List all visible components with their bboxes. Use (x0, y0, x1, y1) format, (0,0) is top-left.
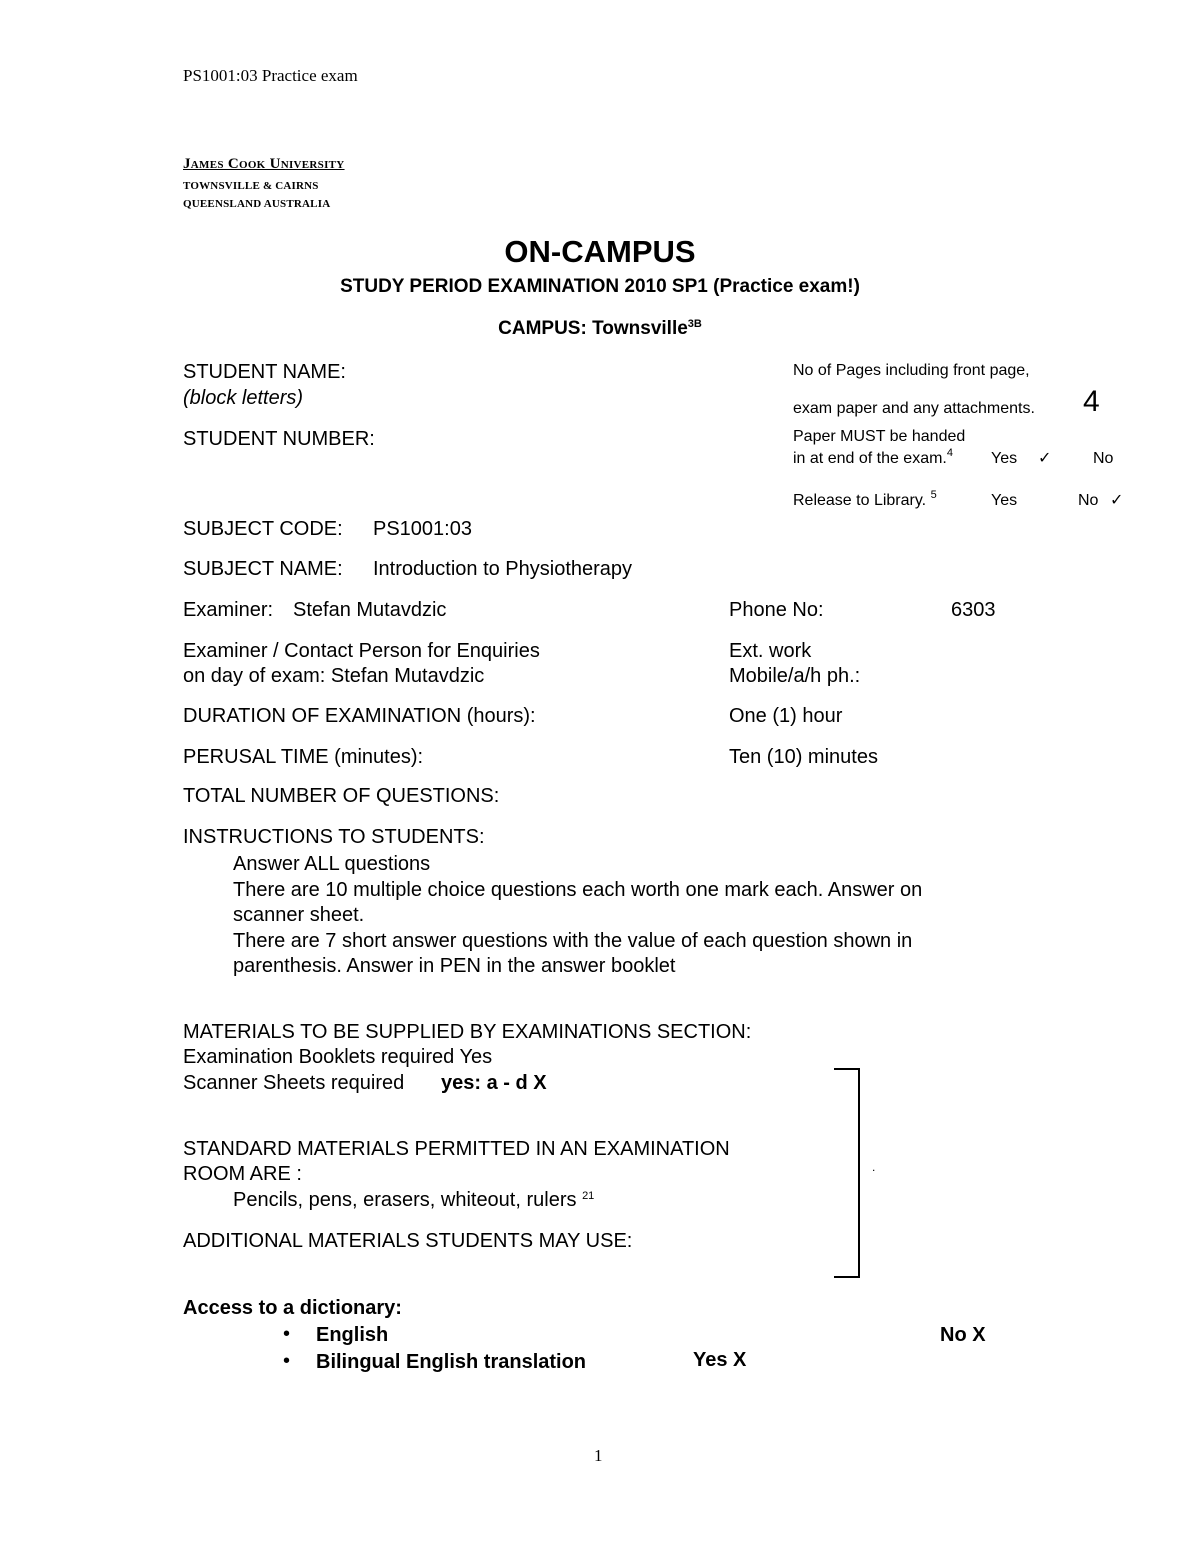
dictionary-answer-bilingual: Yes X (693, 1349, 747, 1371)
ext-work-label: Ext. work (729, 640, 812, 662)
page-number: 1 (594, 1446, 603, 1465)
bullet-icon: • (283, 1323, 291, 1345)
contact-person-label-1: Examiner / Contact Person for Enquiries (183, 640, 540, 662)
university-name: James Cook University (183, 156, 345, 172)
pages-count: 4 (1083, 385, 1100, 418)
page-title: ON-CAMPUS (504, 234, 696, 269)
duration-value: One (1) hour (729, 705, 843, 727)
instruction-line: parenthesis. Answer in PEN in the answer booklet (233, 955, 676, 977)
pages-label-1: No of Pages including front page, (793, 362, 1030, 379)
campus-footnote: 3B (687, 318, 702, 330)
running-header: PS1001:03 Practice exam (183, 66, 358, 85)
perusal-value: Ten (10) minutes (729, 746, 878, 768)
examiner-name: Stefan Mutavdzic (293, 599, 447, 621)
hand-in-yes-check-icon: ✓ (1038, 450, 1052, 467)
university-location-1: TOWNSVILLE & CAIRNS (183, 180, 319, 192)
exam-subtitle: STUDY PERIOD EXAMINATION 2010 SP1 (Practice exam!) (340, 276, 860, 297)
contact-person-label-2: on day of exam: Stefan Mutavdzic (183, 665, 485, 687)
library-yes: Yes (991, 492, 1018, 509)
library-no: No (1078, 492, 1099, 509)
standard-materials-label-2: ROOM ARE : (183, 1163, 302, 1185)
instruction-line: Answer ALL questions (233, 853, 431, 875)
hand-in-footnote: 4 (946, 447, 953, 459)
student-number-label: STUDENT NUMBER: (183, 428, 375, 450)
scanner-sheets-label: Scanner Sheets required (183, 1072, 405, 1094)
booklets-required: Examination Booklets required Yes (183, 1046, 493, 1068)
mobile-label: Mobile/a/h ph.: (729, 665, 861, 687)
instruction-line: There are 7 short answer questions with the value of each question shown in (233, 930, 913, 952)
standard-materials-items: Pencils, pens, erasers, whiteout, rulers $^{21}$ (233, 1189, 595, 1211)
examiner-label: Examiner: (183, 599, 274, 621)
total-questions-label: TOTAL NUMBER OF QUESTIONS: (183, 785, 500, 807)
campus-line: CAMPUS: Townsville$^{3B}$ (498, 318, 702, 339)
hand-in-label-1: Paper MUST be handed (793, 428, 966, 445)
scanner-sheets-value: yes: a - d X (441, 1072, 547, 1094)
hand-in-no: No (1093, 450, 1114, 467)
student-name-label: STUDENT NAME: (183, 361, 346, 383)
hand-in-yes: Yes (991, 450, 1018, 467)
library-label: Release to Library. $^5$ (793, 489, 937, 509)
materials-bracket (834, 1068, 860, 1278)
duration-label: DURATION OF EXAMINATION (hours): (183, 705, 536, 727)
materials-label: MATERIALS TO BE SUPPLIED BY EXAMINATIONS SECTION: (183, 1021, 752, 1043)
instruction-line: scanner sheet. (233, 904, 365, 926)
hand-in-label-2: in at end of the exam.$^4$ (793, 447, 953, 467)
library-footnote: 5 (930, 489, 937, 501)
phone-label: Phone No: (729, 599, 824, 621)
dictionary-answer-english: No X (940, 1324, 986, 1346)
standard-materials-label-1: STANDARD MATERIALS PERMITTED IN AN EXAMINATION (183, 1138, 730, 1160)
subject-code-label: SUBJECT CODE: (183, 518, 343, 540)
pages-label-2: exam paper and any attachments. (793, 400, 1035, 417)
dictionary-item-english: English (316, 1324, 389, 1346)
library-no-check-icon: ✓ (1110, 492, 1124, 509)
perusal-label: PERUSAL TIME (minutes): (183, 746, 424, 768)
standard-materials-footnote: 21 (582, 1190, 595, 1202)
dictionary-label: Access to a dictionary: (183, 1297, 402, 1319)
student-name-hint: (block letters) (183, 387, 304, 409)
bracket-dot: . (872, 1160, 876, 1174)
phone-number: 6303 (951, 599, 996, 621)
instructions-label: INSTRUCTIONS TO STUDENTS: (183, 826, 485, 848)
additional-materials-label: ADDITIONAL MATERIALS STUDENTS MAY USE: (183, 1230, 633, 1252)
subject-name: Introduction to Physiotherapy (373, 558, 633, 580)
university-location-2: QUEENSLAND AUSTRALIA (183, 198, 331, 210)
dictionary-item-bilingual: Bilingual English translation (316, 1351, 587, 1373)
instruction-line: There are 10 multiple choice questions each worth one mark each. Answer on (233, 879, 923, 901)
subject-name-label: SUBJECT NAME: (183, 558, 343, 580)
bullet-icon: • (283, 1350, 291, 1372)
subject-code: PS1001:03 (373, 518, 472, 540)
